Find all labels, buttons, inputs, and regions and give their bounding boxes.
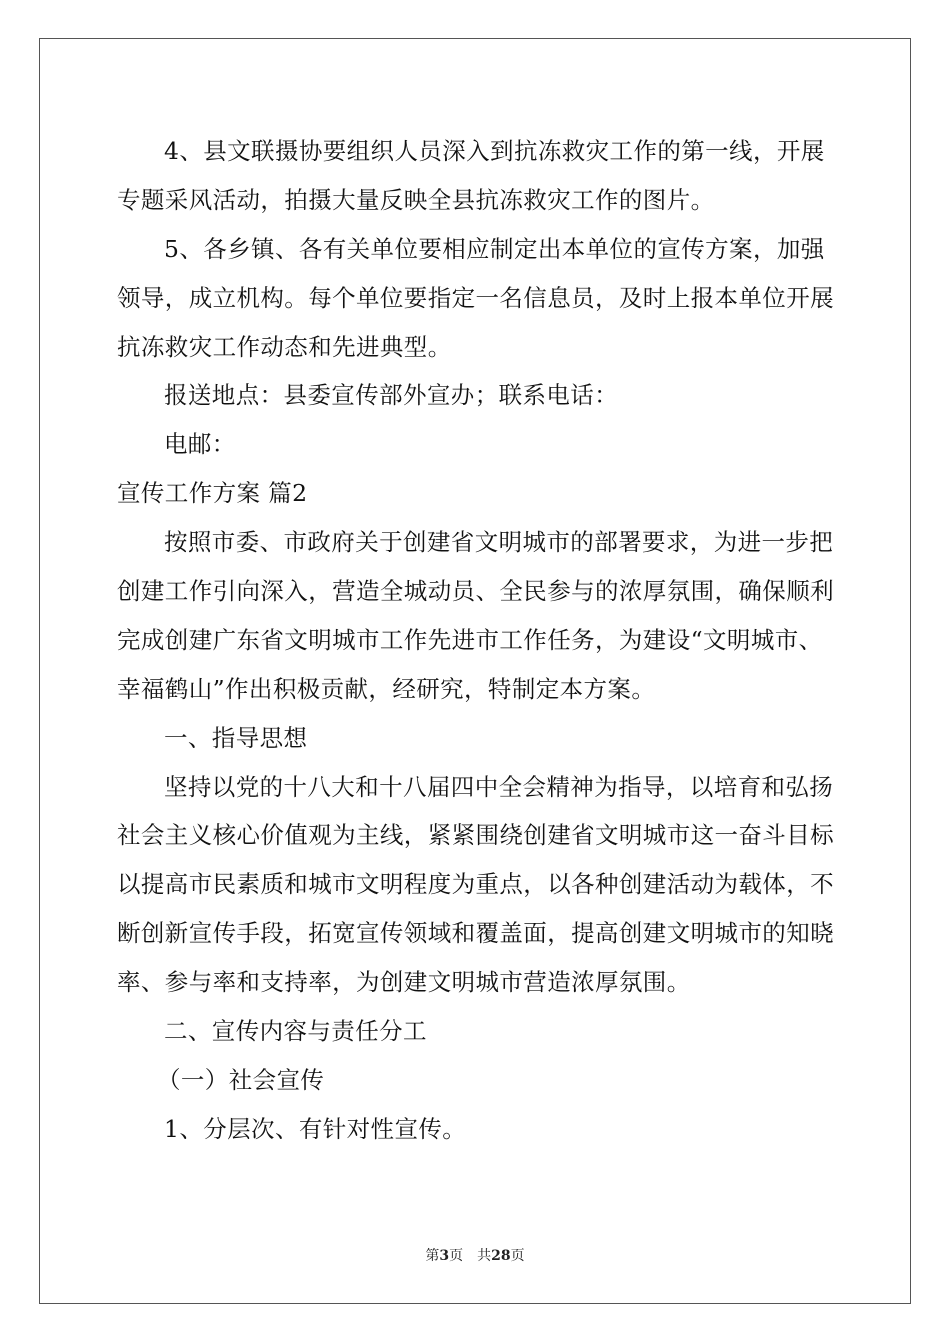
text-line: 断创新宣传手段，拓宽宣传领域和覆盖面，提高创建文明城市的知晓	[117, 919, 834, 948]
footer-total-pages: 28	[491, 1248, 511, 1264]
text-line: 以提高市民素质和城市文明程度为重点，以各种创建活动为载体，不	[117, 870, 834, 899]
page-footer	[0, 1245, 950, 1265]
footer-suffix: 页	[510, 1248, 525, 1264]
text-line: 5、各乡镇、各有关单位要相应制定出本单位的宣传方案，加强	[164, 234, 825, 263]
text-line: 完成创建广东省文明城市工作先进市工作任务，为建设“文明城市、	[117, 625, 823, 654]
text-line: 按照市委、市政府关于创建省文明城市的部署要求，为进一步把	[164, 528, 834, 557]
footer-middle: 页 共	[449, 1248, 492, 1264]
footer-page-number: 3	[439, 1248, 450, 1264]
text-line: 4、县文联摄协要组织人员深入到抗冻救灾工作的第一线，开展	[164, 137, 825, 165]
text-line: 抗冻救灾工作动态和先进典型。	[117, 332, 452, 361]
document-body	[117, 127, 837, 1154]
text-line: 领导，成立机构。每个单位要指定一名信息员，及时上报本单位开展	[117, 283, 834, 312]
text-line: （一）社会宣传	[157, 1065, 325, 1094]
text-line: 一、指导思想	[164, 723, 308, 752]
footer-prefix: 第	[425, 1248, 440, 1264]
text-line: 率、参与率和支持率，为创建文明城市营造浓厚氛围。	[117, 968, 691, 997]
text-line: 幸福鹤山”作出积极贡献，经研究，特制定本方案。	[117, 674, 656, 703]
text-line: 专题采风活动，拍摄大量反映全县抗冻救灾工作的图片。	[117, 185, 715, 214]
text-line: 创建工作引向深入，营造全城动员、全民参与的浓厚氛围，确保顺利	[117, 577, 834, 606]
text-line: 二、宣传内容与责任分工	[164, 1017, 427, 1046]
text-line: 宣传工作方案 篇2	[117, 479, 308, 508]
text-line: 坚持以党的十八大和十八届四中全会精神为指导，以培育和弘扬	[164, 772, 834, 801]
text-line: 社会主义核心价值观为主线，紧紧围绕创建省文明城市这一奋斗目标	[117, 821, 834, 850]
text-line: 1、分层次、有针对性宣传。	[164, 1114, 467, 1143]
text-line: 报送地点：县委宣传部外宣办；联系电话：	[164, 381, 619, 410]
text-line: 电邮：	[164, 430, 236, 459]
